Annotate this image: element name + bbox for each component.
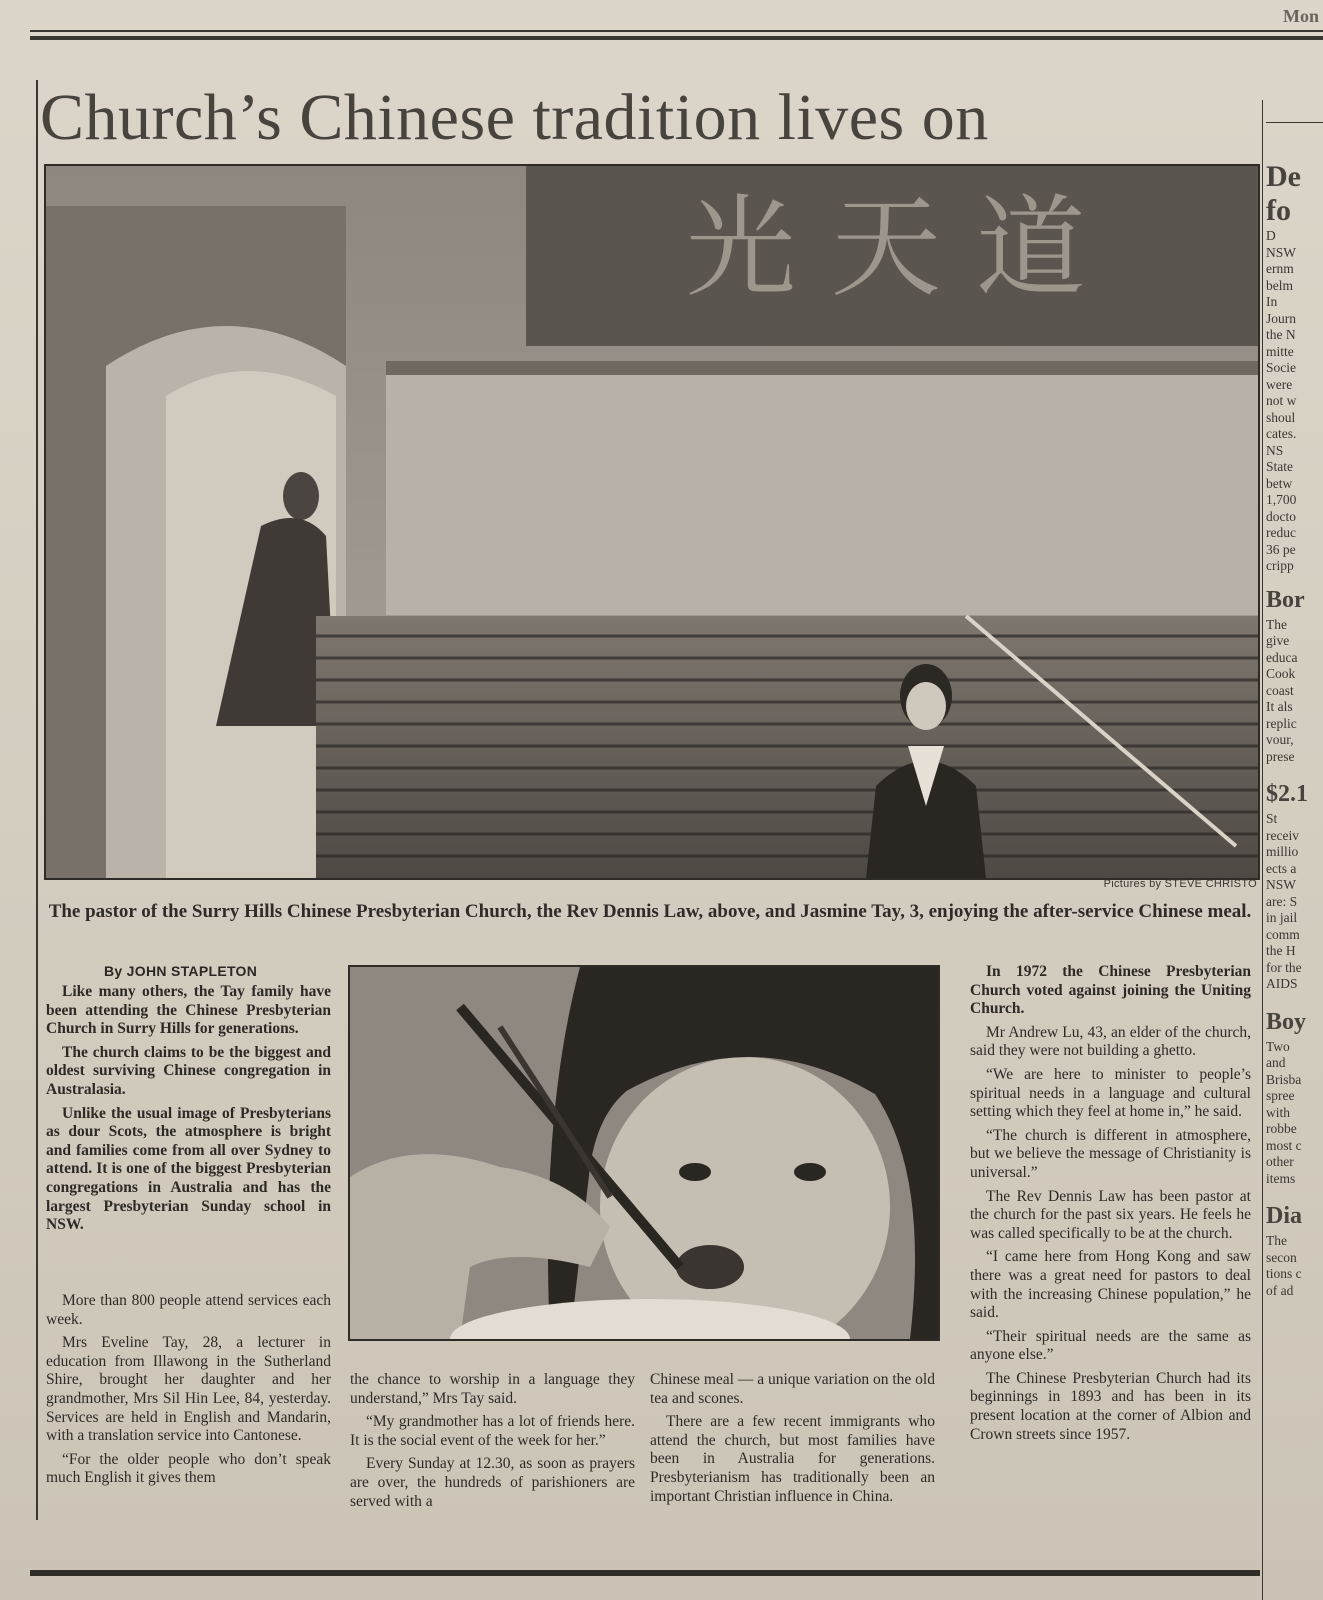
paragraph: Chinese meal — a unique variation on the old tea and scones.	[650, 1371, 935, 1407]
sidebar-line: State	[1266, 459, 1293, 474]
sidebar-line: were	[1266, 376, 1293, 392]
sidebar-line: coast	[1266, 682, 1294, 698]
paragraph: Every Sunday at 12.30, as soon as prayers are over, the hundreds of parishioners are served with a	[350, 1455, 635, 1510]
sidebar-headline-5: Dia	[1266, 1203, 1302, 1229]
sidebar-line: Journ	[1266, 310, 1296, 326]
sidebar-line: prese	[1266, 748, 1295, 764]
paragraph: Mrs Eveline Tay, 28, a lecturer in education from Illawong in the Sutherland Shire, brought her daughter and her grandmother, Mrs Sil Hin Lee, 84, yesterday. Services are held in English and Mandarin, with a translation service into Cantonese.	[46, 1334, 331, 1445]
paragraph: There are a few recent immigrants who attend the church, but most families have been in Australia for generations. Presbyterianism has traditionally been an important Christian influence in China.	[650, 1413, 935, 1505]
sidebar-line: mitte	[1266, 343, 1294, 359]
sidebar-line: belm	[1266, 277, 1293, 293]
sidebar-line: The	[1266, 1233, 1287, 1248]
top-rule-thick	[30, 36, 1323, 40]
sidebar-line: spree	[1266, 1088, 1295, 1103]
sidebar-line: tions c	[1266, 1266, 1302, 1281]
sidebar-line: Two	[1266, 1038, 1290, 1054]
sidebar-story-4	[1266, 1039, 1323, 1188]
sidebar-line: in jail	[1266, 910, 1298, 925]
paragraph: “I came here from Hong Kong and saw there was a great need for pastors to deal with the increasing Chinese population,” he said.	[970, 1248, 1251, 1322]
svg-text:光 天 道: 光 天 道	[686, 184, 1086, 312]
sidebar-line: cripp	[1266, 558, 1294, 573]
paragraph: More than 800 people attend services each week.	[46, 1292, 331, 1328]
sidebar-line: items	[1266, 1170, 1296, 1186]
sidebar-line: for the	[1266, 959, 1302, 975]
sidebar-line: The	[1266, 616, 1287, 632]
sidebar-line: most c	[1266, 1137, 1302, 1153]
sidebar-adjacent-stories	[1266, 150, 1323, 1600]
column-2	[350, 1371, 635, 1516]
sidebar-line: In	[1266, 294, 1278, 309]
sidebar-headline-3: $2.1	[1266, 781, 1308, 807]
sidebar-story-5	[1266, 1233, 1323, 1299]
article-left-rule	[36, 80, 38, 1520]
sidebar-line: comm	[1266, 926, 1300, 942]
sidebar-line: give	[1266, 633, 1290, 648]
sidebar-headline-1b: fo	[1266, 194, 1291, 227]
sidebar-line: NSW	[1266, 877, 1296, 892]
sidebar-line: robbe	[1266, 1121, 1297, 1136]
sidebar-line: the N	[1266, 327, 1296, 342]
sidebar-line: 36 pe	[1266, 541, 1296, 557]
sidebar-line: shoul	[1266, 409, 1296, 425]
byline: By JOHN STAPLETON	[104, 963, 258, 979]
paragraph: The church claims to be the biggest and oldest surviving Chinese congregation in Australasia.	[46, 1043, 331, 1098]
sidebar-line: millio	[1266, 844, 1299, 859]
sidebar-line: receiv	[1266, 827, 1299, 843]
paragraph: The Rev Dennis Law has been pastor at the church for the past six years. He feels he was called specifically to be at the church.	[970, 1187, 1251, 1242]
sidebar-line: St	[1266, 811, 1278, 826]
sidebar-line: NS	[1266, 442, 1284, 458]
sidebar-story-2	[1266, 617, 1323, 766]
column-divider-right	[1262, 100, 1263, 1600]
headline: Church’s Chinese tradition lives on	[40, 81, 989, 154]
sidebar-line: replic	[1266, 715, 1297, 731]
top-rule-thin	[30, 30, 1323, 32]
paragraph: the chance to worship in a language they understand,” Mrs Tay said.	[350, 1371, 635, 1407]
paragraph: “For the older people who don’t speak much English it gives them	[46, 1450, 331, 1487]
bottom-rule	[30, 1570, 1260, 1576]
sidebar-line: are: S	[1266, 893, 1298, 909]
sidebar-line: It als	[1266, 699, 1293, 714]
paragraph: “The church is different in atmosphere, but we believe the message of Christianity is universal.”	[970, 1126, 1251, 1181]
sidebar-line: secon	[1266, 1249, 1297, 1265]
sidebar-headline-1a: De	[1266, 160, 1301, 193]
column-3	[650, 1371, 935, 1511]
sidebar-line: educa	[1266, 649, 1298, 665]
sidebar-line: cates.	[1266, 426, 1297, 441]
sidebar-line: Brisba	[1266, 1071, 1302, 1087]
sidebar-line: 1,700	[1266, 492, 1297, 507]
column-4	[970, 963, 1251, 1449]
sidebar-story-1	[1266, 228, 1323, 575]
photo-pastor-stairs	[44, 164, 1260, 880]
paragraph: “We are here to minister to people’s spiritual needs in a language and cultural setting which they feel at home in,” he said.	[970, 1065, 1251, 1121]
paragraph: In 1972 the Chinese Presbyterian Church voted against joining the Uniting Church.	[970, 963, 1251, 1018]
paragraph: “Their spiritual needs are the same as anyone else.”	[970, 1327, 1251, 1364]
photo-jasmine-tay	[348, 965, 940, 1341]
sidebar-line: with	[1266, 1104, 1291, 1120]
sidebar-line: the H	[1266, 943, 1296, 958]
sidebar-line: reduc	[1266, 525, 1296, 540]
sidebar-headline-4: Boy	[1266, 1008, 1307, 1035]
sidebar-line: other	[1266, 1154, 1294, 1169]
sidebar-line: betw	[1266, 475, 1293, 491]
sidebar-line: not w	[1266, 393, 1297, 408]
sidebar-line: ects a	[1266, 860, 1297, 876]
paragraph: Unlike the usual image of Presbyterians as dour Scots, the atmosphere is bright and families come from all over Sydney to attend. It is one of the biggest Presbyterian congregations in Australia and has the largest Presbyterian Sunday school in NSW.	[46, 1104, 331, 1234]
paragraph: The Chinese Presbyterian Church had its beginnings in 1893 and has been in its present location at the corner of Albion and Crown streets since 1957.	[970, 1369, 1251, 1443]
sidebar-line: and	[1266, 1055, 1286, 1070]
paragraph: Mr Andrew Lu, 43, an elder of the church, said they were not building a ghetto.	[970, 1023, 1251, 1060]
sidebar-line: D	[1266, 228, 1276, 243]
sidebar-top-rule	[1266, 122, 1323, 123]
sidebar-line: vour,	[1266, 732, 1294, 747]
photo-caption: The pastor of the Surry Hills Chinese Presbyterian Church, the Rev Dennis Law, above, and Jasmine Tay, 3, enjoying the after-service Chinese meal.	[48, 901, 1252, 922]
sidebar-headline-2: Bor	[1266, 586, 1305, 613]
sidebar-story-3	[1266, 811, 1323, 993]
paragraph: “My grandmother has a lot of friends here. It is the social event of the week for her.”	[350, 1413, 635, 1449]
sidebar-line: of ad	[1266, 1282, 1294, 1298]
sidebar-line: ernm	[1266, 261, 1294, 276]
sidebar-line: Socie	[1266, 360, 1296, 375]
sidebar-line: docto	[1266, 508, 1296, 524]
sidebar-line: Cook	[1266, 666, 1296, 681]
column-1-lead	[46, 983, 331, 1240]
photo-jasmine-tay-image	[350, 967, 938, 1339]
sidebar-line: NSW	[1266, 244, 1296, 260]
masthead-fragment: Mon	[1283, 6, 1319, 26]
paragraph: Like many others, the Tay family have been attending the Chinese Presbyterian Church in Surry Hills for generations.	[46, 983, 331, 1038]
photo-pastor-stairs-image	[46, 166, 1258, 878]
photo-credit: Pictures by STEVE CHRISTO	[1103, 878, 1257, 890]
column-1-body	[46, 1292, 331, 1493]
sidebar-line: AIDS	[1266, 976, 1298, 991]
